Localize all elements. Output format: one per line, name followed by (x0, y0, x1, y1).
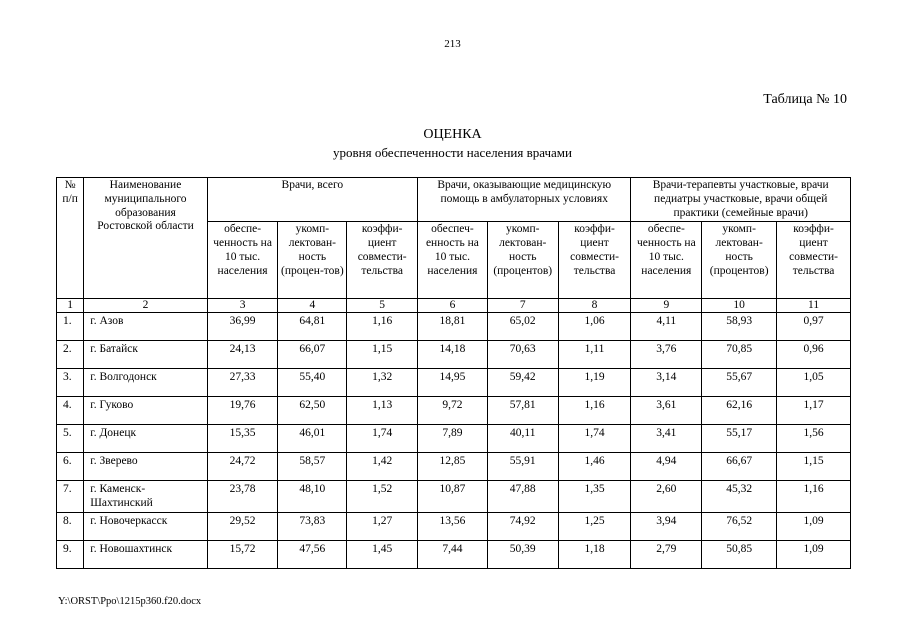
table-cell: 3,94 (631, 512, 702, 540)
table-cell: 66,07 (278, 341, 347, 369)
subheader-cell: обеспеч-енность на 10 тыс. населения (418, 222, 488, 299)
table-row (57, 540, 851, 568)
municipality-name: г. Батайск (84, 341, 207, 369)
table-cell: 1,16 (347, 313, 418, 341)
table-row (57, 512, 851, 540)
table-cell: 23,78 (207, 481, 278, 513)
table-caption: Таблица № 10 (763, 92, 847, 107)
table-cell: 74,92 (487, 512, 558, 540)
column-number: 9 (631, 299, 702, 313)
table-cell: 59,42 (487, 369, 558, 397)
row-index: 8. (57, 512, 84, 540)
table-cell: 1,06 (558, 313, 631, 341)
header-group-district: Врачи-терапевты участковые, врачи педиатры участковые, врачи общей практики (семейные врачи) (631, 178, 851, 222)
table-cell: 55,17 (702, 425, 777, 453)
column-number: 4 (278, 299, 347, 313)
column-number: 3 (207, 299, 278, 313)
table-cell: 24,13 (207, 341, 278, 369)
table-cell: 27,33 (207, 369, 278, 397)
table-cell: 24,72 (207, 453, 278, 481)
table-cell: 58,93 (702, 313, 777, 341)
table-cell: 65,02 (487, 313, 558, 341)
table-cell: 14,18 (418, 341, 488, 369)
table-cell: 58,57 (278, 453, 347, 481)
table-cell: 46,01 (278, 425, 347, 453)
table-cell: 57,81 (487, 397, 558, 425)
row-index: 1. (57, 313, 84, 341)
table-cell: 47,88 (487, 481, 558, 513)
table-cell: 15,72 (207, 540, 278, 568)
table-cell: 73,83 (278, 512, 347, 540)
subheader-cell: обеспе-ченность на 10 тыс. населения (631, 222, 702, 299)
column-number: 11 (777, 299, 851, 313)
document-subtitle: уровня обеспеченности населения врачами (333, 145, 572, 160)
column-number: 5 (347, 299, 418, 313)
table-cell: 1,17 (777, 397, 851, 425)
table-cell: 70,63 (487, 341, 558, 369)
municipality-name: г. Новочеркасск (84, 512, 207, 540)
table-cell: 3,76 (631, 341, 702, 369)
column-number: 6 (418, 299, 488, 313)
table-cell: 14,95 (418, 369, 488, 397)
table-cell: 1,15 (777, 453, 851, 481)
row-index: 5. (57, 425, 84, 453)
table-cell: 1,46 (558, 453, 631, 481)
row-index: 3. (57, 369, 84, 397)
table-cell: 1,25 (558, 512, 631, 540)
table-row (57, 453, 851, 481)
column-number: 7 (487, 299, 558, 313)
table-cell: 1,09 (777, 540, 851, 568)
table-cell: 55,91 (487, 453, 558, 481)
table-cell: 48,10 (278, 481, 347, 513)
table-row (57, 313, 851, 341)
municipality-name: г. Волгодонск (84, 369, 207, 397)
row-index: 2. (57, 341, 84, 369)
table-cell: 10,87 (418, 481, 488, 513)
table-cell: 50,39 (487, 540, 558, 568)
table-cell: 70,85 (702, 341, 777, 369)
table-cell: 45,32 (702, 481, 777, 513)
municipality-name: г. Новошахтинск (84, 540, 207, 568)
table-cell: 1,16 (558, 397, 631, 425)
table-cell: 4,11 (631, 313, 702, 341)
municipality-name: г. Азов (84, 313, 207, 341)
table-row (57, 425, 851, 453)
file-path: Y:\ORST\Ppo\1215p360.f20.docx (58, 596, 202, 607)
table-cell: 1,05 (777, 369, 851, 397)
table-cell: 1,74 (558, 425, 631, 453)
column-number: 10 (702, 299, 777, 313)
physicians-table (56, 177, 851, 569)
table-cell: 19,76 (207, 397, 278, 425)
table-cell: 55,40 (278, 369, 347, 397)
table-cell: 7,89 (418, 425, 488, 453)
municipality-name: г. Зверево (84, 453, 207, 481)
subheader-cell: укомп-лектован-ность (процентов) (702, 222, 777, 299)
column-number-row (57, 299, 851, 313)
column-number: 1 (57, 299, 84, 313)
table-cell: 64,81 (278, 313, 347, 341)
table-cell: 47,56 (278, 540, 347, 568)
table-cell: 1,42 (347, 453, 418, 481)
table-cell: 2,60 (631, 481, 702, 513)
table-cell: 13,56 (418, 512, 488, 540)
table-cell: 2,79 (631, 540, 702, 568)
table-cell: 1,11 (558, 341, 631, 369)
table-cell: 1,19 (558, 369, 631, 397)
table-cell: 62,16 (702, 397, 777, 425)
row-index: 4. (57, 397, 84, 425)
table-cell: 62,50 (278, 397, 347, 425)
page-number: 213 (444, 38, 461, 50)
column-number: 8 (558, 299, 631, 313)
table-cell: 0,96 (777, 341, 851, 369)
table-cell: 1,32 (347, 369, 418, 397)
header-group-outpatient: Врачи, оказывающие медицинскую помощь в амбулаторных условиях (418, 178, 631, 222)
row-index: 9. (57, 540, 84, 568)
table-cell: 36,99 (207, 313, 278, 341)
subheader-cell: укомп-лектован-ность (процентов) (487, 222, 558, 299)
table-cell: 1,27 (347, 512, 418, 540)
table-cell: 9,72 (418, 397, 488, 425)
subheader-cell: укомп-лектован-ность (процен-тов) (278, 222, 347, 299)
table-cell: 76,52 (702, 512, 777, 540)
document-title: ОЦЕНКА (423, 127, 482, 142)
row-index: 6. (57, 453, 84, 481)
table-cell: 1,52 (347, 481, 418, 513)
header-group-all-doctors: Врачи, всего (207, 178, 417, 222)
table-row (57, 369, 851, 397)
subheader-cell: коэффи-циент совмести-тельства (777, 222, 851, 299)
table-row (57, 397, 851, 425)
table-cell: 3,41 (631, 425, 702, 453)
municipality-name: г. Каменск-Шахтинский (84, 481, 207, 513)
table-cell: 1,15 (347, 341, 418, 369)
table-cell: 55,67 (702, 369, 777, 397)
table-cell: 66,67 (702, 453, 777, 481)
header-name: Наименование муниципального образования Ростовской области (84, 178, 207, 299)
subheader-cell: коэффи-циент совмести-тельства (558, 222, 631, 299)
table-cell: 50,85 (702, 540, 777, 568)
table-cell: 3,61 (631, 397, 702, 425)
table-cell: 1,18 (558, 540, 631, 568)
table-cell: 0,97 (777, 313, 851, 341)
table-cell: 1,35 (558, 481, 631, 513)
table-cell: 15,35 (207, 425, 278, 453)
table-cell: 1,16 (777, 481, 851, 513)
table-cell: 4,94 (631, 453, 702, 481)
municipality-name: г. Донецк (84, 425, 207, 453)
table-row (57, 341, 851, 369)
table-cell: 40,11 (487, 425, 558, 453)
row-index: 7. (57, 481, 84, 513)
table-cell: 12,85 (418, 453, 488, 481)
column-number: 2 (84, 299, 207, 313)
table-row (57, 481, 851, 513)
table-cell: 1,13 (347, 397, 418, 425)
table-cell: 1,09 (777, 512, 851, 540)
table-cell: 18,81 (418, 313, 488, 341)
table-cell: 7,44 (418, 540, 488, 568)
header-num: № п/п (57, 178, 84, 299)
table-cell: 1,74 (347, 425, 418, 453)
subheader-cell: обеспе-ченность на 10 тыс. населения (207, 222, 278, 299)
table-cell: 1,56 (777, 425, 851, 453)
table-cell: 3,14 (631, 369, 702, 397)
table-cell: 29,52 (207, 512, 278, 540)
subheader-cell: коэффи-циент совмести-тельства (347, 222, 418, 299)
table-cell: 1,45 (347, 540, 418, 568)
municipality-name: г. Гуково (84, 397, 207, 425)
